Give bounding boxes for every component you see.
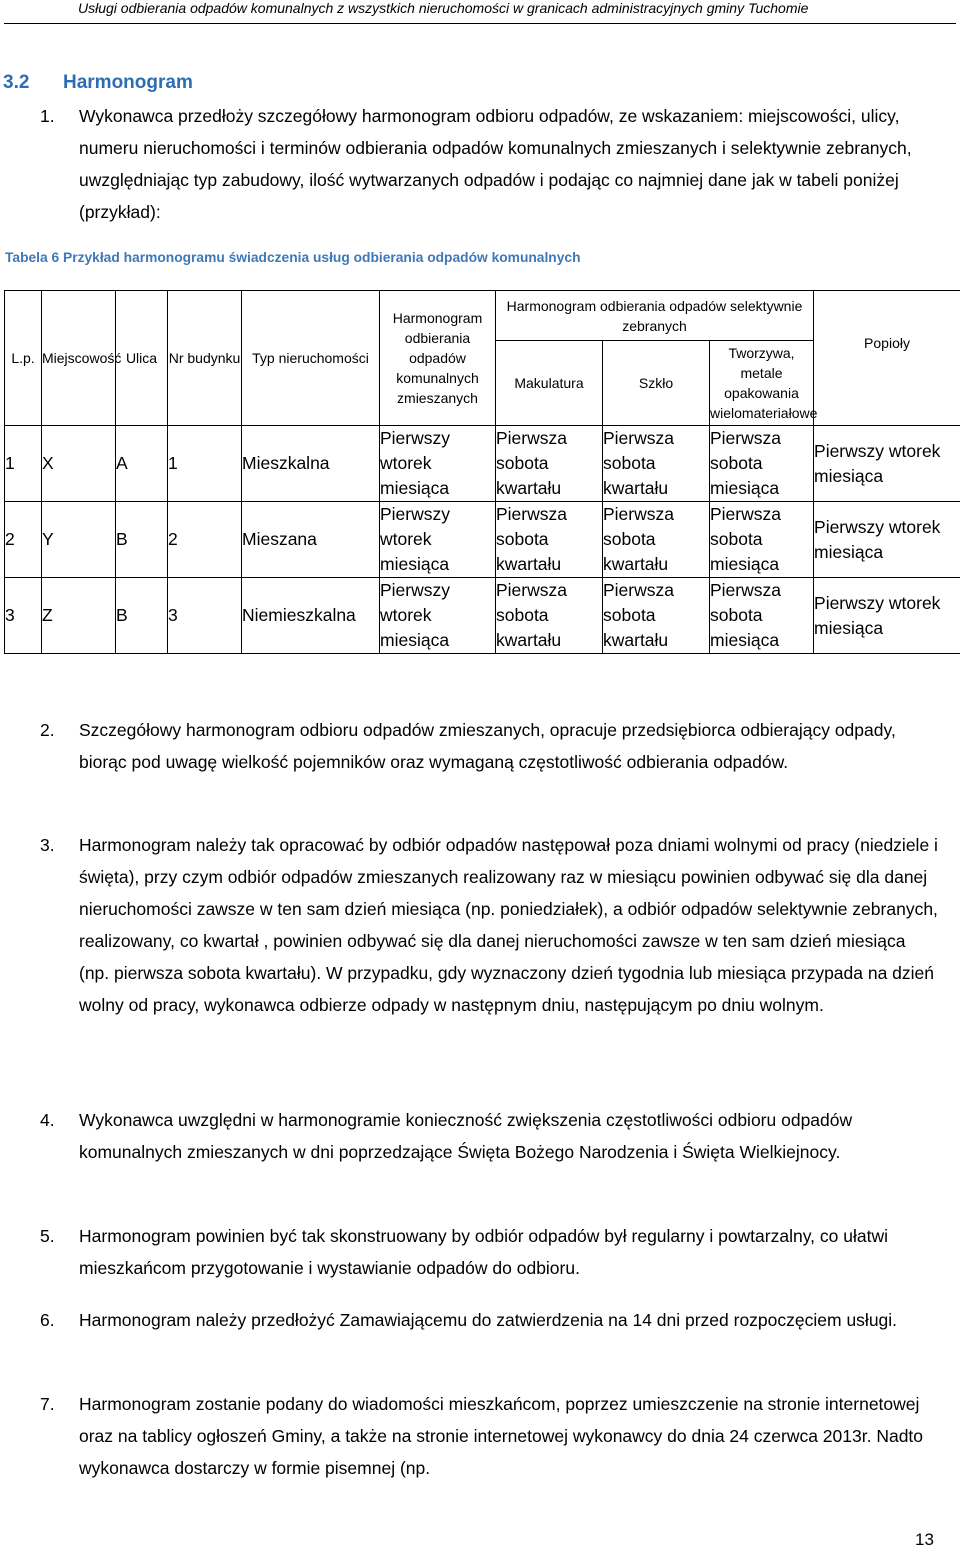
list-item-number: 7. — [40, 1394, 55, 1414]
cell-typ: Mieszana — [242, 502, 380, 578]
header-rule — [4, 23, 956, 24]
table-row — [5, 426, 960, 502]
cell-typ: Niemieszkalna — [242, 578, 380, 654]
cell-szklo: Pierwsza sobota kwartału — [603, 578, 710, 654]
page-number: 13 — [915, 1530, 934, 1549]
cell-typ: Mieszkalna — [242, 426, 380, 502]
cell-makulatura: Pierwsza sobota kwartału — [496, 502, 603, 578]
cell-nr: 2 — [168, 502, 242, 578]
list-item-number: 5. — [40, 1226, 55, 1246]
header-miejscowosc: Miejscowość — [42, 291, 116, 426]
cell-miejscowosc: X — [42, 426, 116, 502]
cell-nr: 3 — [168, 578, 242, 654]
cell-szklo: Pierwsza sobota kwartału — [603, 502, 710, 578]
cell-makulatura: Pierwsza sobota kwartału — [496, 426, 603, 502]
header-zmieszane: Harmonogram odbierania odpadów komunalnych zmieszanych — [380, 291, 496, 426]
header-szklo: Szkło — [603, 341, 710, 426]
table-caption: Tabela 6 Przykład harmonogramu świadczenia usług odbierania odpadów komunalnych — [5, 250, 581, 265]
cell-lp: 1 — [5, 426, 42, 502]
cell-lp: 3 — [5, 578, 42, 654]
cell-popioly: Pierwszy wtorek miesiąca — [814, 578, 960, 654]
cell-ulica: A — [116, 426, 168, 502]
list-item-number: 2. — [40, 720, 55, 740]
cell-makulatura: Pierwsza sobota kwartału — [496, 578, 603, 654]
header-ulica: Ulica — [116, 291, 168, 426]
header-tworzywa: Tworzywa, metale opakowania wielomateriałowe — [710, 341, 814, 426]
running-header-title: Usługi odbierania odpadów komunalnych z wszystkich nieruchomości w granicach administracyjnych gminy Tuchomie — [78, 0, 809, 16]
cell-popioly: Pierwszy wtorek miesiąca — [814, 426, 960, 502]
list-item-number: 3. — [40, 835, 55, 855]
cell-ulica: B — [116, 502, 168, 578]
cell-tworzywa: Pierwsza sobota miesiąca — [710, 426, 814, 502]
cell-ulica: B — [116, 578, 168, 654]
cell-miejscowosc: Z — [42, 578, 116, 654]
list-item-text: Harmonogram powinien być tak skonstruowany by odbiór odpadów był regularny i powtarzalny, co ułatwi mieszkańcom przygotowanie i wystawianie odpadów do odbioru. — [79, 1226, 888, 1278]
section-heading — [3, 72, 193, 94]
cell-szklo: Pierwsza sobota kwartału — [603, 426, 710, 502]
list-item-text: Harmonogram należy przedłożyć Zamawiającemu do zatwierdzenia na 14 dni przed rozpoczęciem usługi. — [79, 1310, 898, 1330]
table-row — [5, 502, 960, 578]
cell-tworzywa: Pierwsza sobota miesiąca — [710, 578, 814, 654]
header-lp: L.p. — [5, 291, 42, 426]
list-item-number: 6. — [40, 1310, 55, 1330]
section-title: Harmonogram — [63, 72, 193, 93]
header-nr-budynku: Nr budynku — [168, 291, 242, 426]
table-row — [5, 578, 960, 654]
running-header — [0, 0, 960, 24]
header-selektywne: Harmonogram odbierania odpadów selektywnie zebranych — [496, 291, 814, 341]
list-item-number: 1. — [40, 106, 55, 126]
list-item-text: Szczegółowy harmonogram odbioru odpadów zmieszanych, opracuje przedsiębiorca odbierający odpady, biorąc pod uwagę wielkość pojemników oraz wymaganą częstotliwość odbierania odpadów. — [79, 720, 896, 772]
section-number: 3.2 — [3, 72, 30, 93]
list-item-text: Harmonogram należy tak opracować by odbiór odpadów następował poza dniami wolnymi od pracy (niedziele i święta), przy czym odbiór odpadów zmieszanych realizowany raz w miesiącu powinien odbywać się dla danej nieruchomości zawsze w ten sam dzień miesiąca (np. poniedziałek), a odbiór odpadów selektywnie zebranych, realizowany, co kwartał , powinien odbywać się dla danej nieruchomości zawsze w ten sam dzień miesiąca (np. pierwsza sobota kwartału). W przypadku, gdy wyznaczony dzień tygodnia lub miesiąca przypada na dzień wolny od pracy, wykonawca odbierze odpady w następnym dniu, następującym po dniu wolnym. — [79, 835, 938, 1015]
cell-zmieszane: Pierwszy wtorek miesiąca — [380, 502, 496, 578]
schedule-table — [4, 290, 960, 654]
list-item-text: Wykonawca uwzględni w harmonogramie konieczność zwiększenia częstotliwości odbioru odpadów komunalnych zmieszanych w dni poprzedzające Święta Bożego Narodzenia i Święta Wielkiejnocy. — [79, 1110, 853, 1162]
list-item-text: Harmonogram zostanie podany do wiadomości mieszkańcom, poprzez umieszczenie na stronie internetowej oraz na tablicy ogłoszeń Gminy, a także na stronie internetowej wykonawcy do dnia 24 czerwca 2013r. Nadto wykonawca dostarczy w formie pisemnej (np. — [79, 1394, 924, 1478]
cell-popioly: Pierwszy wtorek miesiąca — [814, 502, 960, 578]
cell-miejscowosc: Y — [42, 502, 116, 578]
cell-nr: 1 — [168, 426, 242, 502]
list-item-text: Wykonawca przedłoży szczegółowy harmonogram odbioru odpadów, ze wskazaniem: miejscowości, ulicy, numeru nieruchomości i terminów odbierania odpadów komunalnych zmieszanych i selektywnie zebranych, uwzględniając typ zabudowy, ilość wytwarzanych odpadów i podając co najmniej dane jak w tabeli poniżej (przykład): — [79, 106, 912, 222]
header-makulatura: Makulatura — [496, 341, 603, 426]
list-item-number: 4. — [40, 1110, 55, 1130]
cell-zmieszane: Pierwszy wtorek miesiąca — [380, 578, 496, 654]
cell-tworzywa: Pierwsza sobota miesiąca — [710, 502, 814, 578]
header-popioly: Popioły — [814, 291, 960, 426]
cell-lp: 2 — [5, 502, 42, 578]
header-typ: Typ nieruchomości — [242, 291, 380, 426]
cell-zmieszane: Pierwszy wtorek miesiąca — [380, 426, 496, 502]
